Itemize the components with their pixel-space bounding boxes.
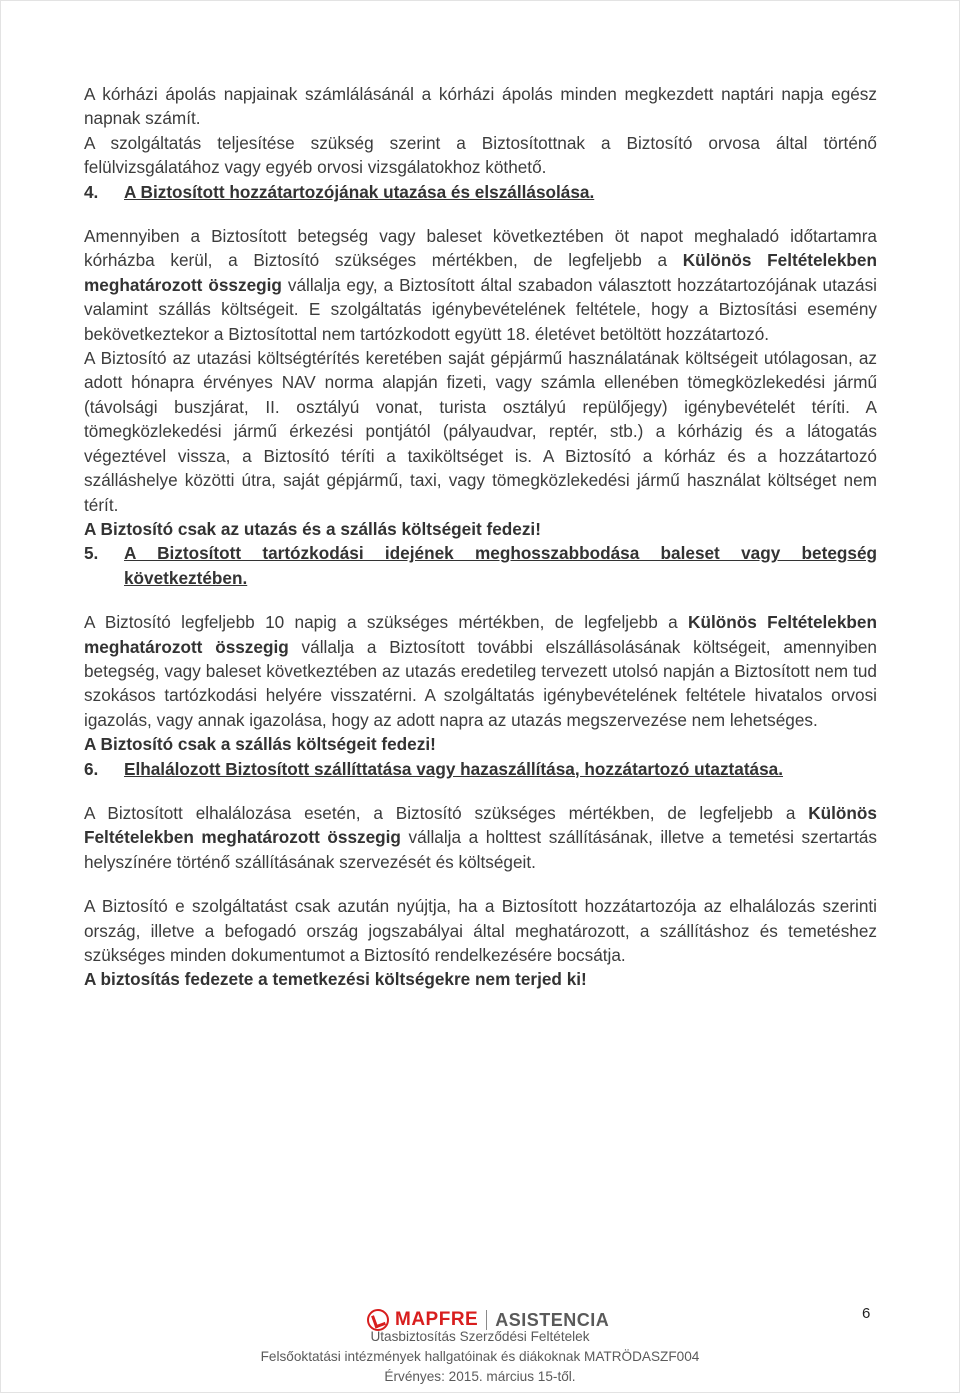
section-6-number: 6. xyxy=(84,758,99,779)
bold-span: Különös Feltételekben meghatározott összegig xyxy=(84,612,877,657)
paragraph-repatriation xyxy=(84,801,877,874)
text-span: A Biztosított elhalálozása esetén, a Biztosító szükséges mértékben, de legfeljebb a xyxy=(84,802,809,823)
paragraph-hospital-days: A kórházi ápolás napjainak számlálásánál a kórházi ápolás minden megkezdett naptári napja egész napnak számít. xyxy=(84,84,877,129)
section-4-heading xyxy=(84,180,877,204)
text-span: vállalja a Biztosított további elszállásolásának költségeit, amennyiben betegség, vagy baleset következtében az utazás eredetileg tervezett utolsó napján a Biztosított nem tud szokásos tartózkodási helyére visszatérni. A szolgáltatás igénybevételének feltétele hivatalos orvosi igazolás, vagy annak igazolása, hogy az adott napra az utazás megszervezése nem lehetséges. xyxy=(84,636,877,730)
paragraph-relative-travel xyxy=(84,224,877,346)
logo-brand: MAPFRE xyxy=(395,1309,479,1330)
section-5-title: A Biztosított tartózkodási idejének meghosszabbodása baleset vagy betegség következtében. xyxy=(124,543,877,588)
page-number: 6 xyxy=(862,1305,871,1322)
paragraph-documents: A Biztosító e szolgáltatást csak azután nyújtja, ha a Biztosított hozzátartozója az elhalálozás szerinti ország, illetve a befogadó ország jogszabályai által meghatározott, a szállításhoz és temetéshez szükséges minden dokumentumot a Biztosító rendelkezésére bocsátja. xyxy=(84,896,877,965)
mapfre-logo xyxy=(367,1309,609,1331)
logo-divider xyxy=(486,1310,487,1330)
text-span: Amennyiben a Biztosított betegség vagy baleset következtében öt napot meghaladó időtartamra kórházba kerül, a Biztosító szükséges mértékben, de legfeljebb a xyxy=(84,226,877,271)
text-span: vállalja a holttest szállításának, illetve a temetési szertartás helyszínére történő szállításának szervezését és költségeit. xyxy=(84,827,878,872)
footer-title: Utasbiztosítás Szerződési Feltételek xyxy=(370,1329,590,1344)
bold-span: Különös Feltételekben meghatározott összegig xyxy=(84,250,877,295)
paragraph-medical-review: A szolgáltatás teljesítése szükség szerint a Biztosítottnak a Biztosító orvosa által történő felülvizsgálatához vagy egyéb orvosi vizsgálatokhoz köthető. xyxy=(84,132,877,178)
paragraph-travel-costs: A Biztosító az utazási költségtérítés keretében saját gépjármű használatának költségeit utólagosan, az adott hónapra érvényes NAV norma alapján fizeti, vagy számla ellenében tömegközlekedési jármű (távolsági buszjárat, II. osztályú vonat, turista osztályú repülőjegy) igénybevételét téríti. A tömegközlekedési jármű érkezési pontjától (pályaudvar, reptér, stb.) a kórházig és a látogatás végeztével vissza, a Biztosító téríti a taxiköltséget is. A Biztosító a kórház és a hozzátartozó szálláshelye közötti útra, saját gépjármű, taxi, vagy tömegközlekedési jármű használat költséget nem térít. xyxy=(84,348,877,515)
footer-product: Felsőoktatási intézmények hallgatóinak és diákoknak MATRÖDASZF004 xyxy=(260,1349,700,1364)
section-5-number: 5. xyxy=(84,543,99,564)
document-body xyxy=(84,82,877,992)
section-5-heading xyxy=(84,541,877,590)
footer-validity: Érvényes: 2015. március 15-től. xyxy=(384,1369,576,1384)
section-6-heading xyxy=(84,757,877,781)
bold-span: Különös Feltételekben meghatározott összegig xyxy=(84,802,877,848)
section-4-coverage-note: A Biztosító csak az utazás és a szállás költségeit fedezi! xyxy=(84,518,541,539)
mapfre-emblem-icon xyxy=(367,1309,389,1331)
section-6-coverage-note: A biztosítás fedezete a temetkezési költségekre nem terjed ki! xyxy=(84,969,587,990)
section-5-coverage-note: A Biztosító csak a szállás költségeit fedezi! xyxy=(84,734,436,755)
section-4-number: 4. xyxy=(84,181,99,202)
section-6-title: Elhalálozott Biztosított szállíttatása vagy hazaszállítása, hozzátartozó utaztatása. xyxy=(124,758,784,779)
section-4-title: A Biztosított hozzátartozójának utazása és elszállásolása. xyxy=(124,181,595,202)
text-span: A Biztosító legfeljebb 10 napig a szükséges mértékben, de legfeljebb a xyxy=(84,612,689,633)
text-span: vállalja egy, a Biztosított által szabadon választott hozzátartozójának utazási valamint szállás költségeit. E szolgáltatás igénybevételének feltétele, hogy a Biztosítási esemény bekövetkeztekor a Biztosítottal nem tartózkodott együtt 18. életévet betöltött hozzátartozó. xyxy=(84,274,877,344)
paragraph-extended-stay xyxy=(84,610,877,732)
logo-subbrand: ASISTENCIA xyxy=(495,1309,610,1330)
